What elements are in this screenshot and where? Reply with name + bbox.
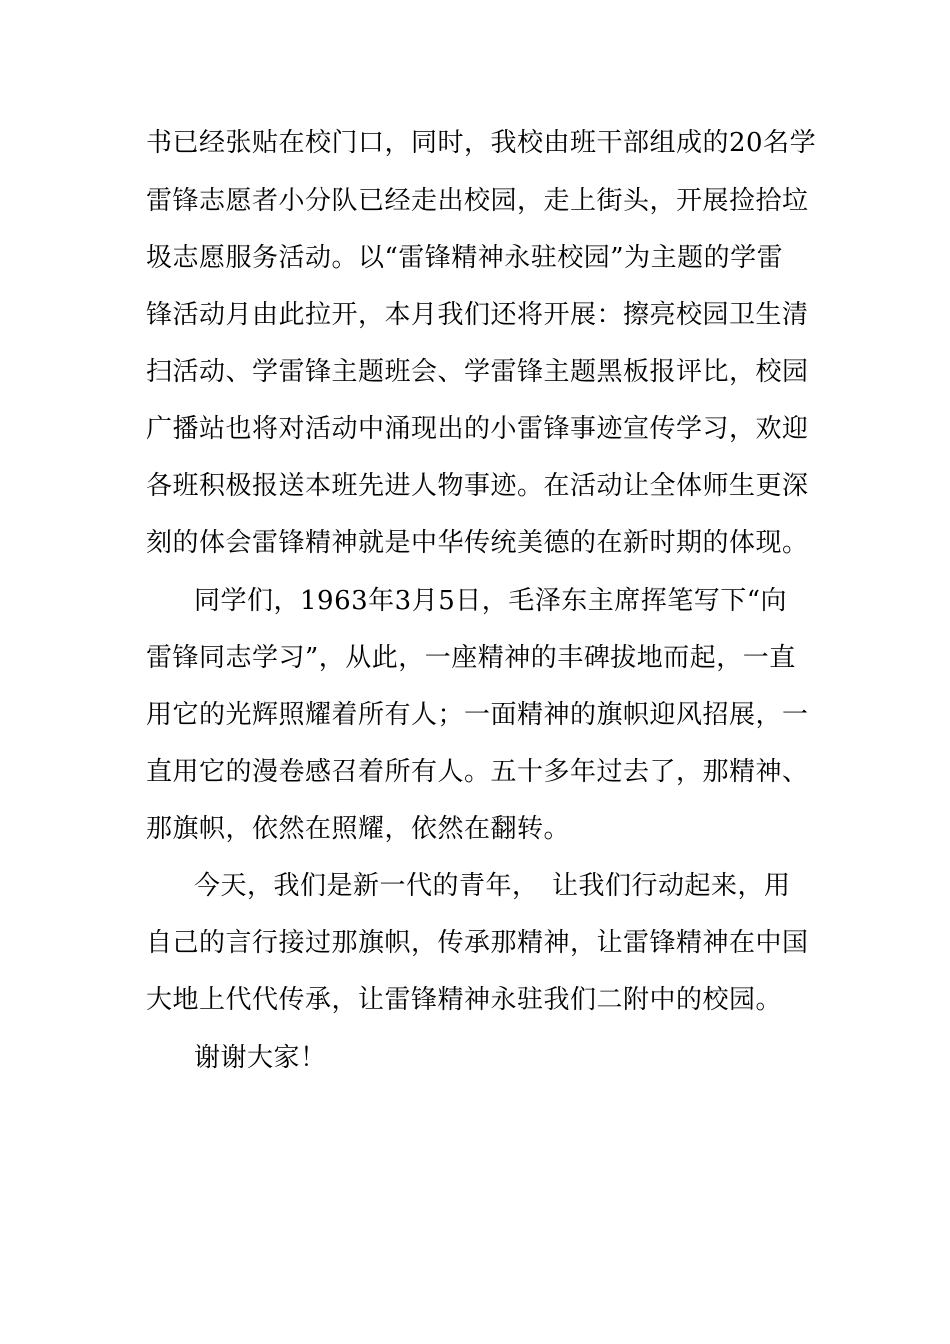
closing-line: 谢谢大家！	[194, 1043, 327, 1073]
text-line: 直用它的漫卷感召着所有人。五十多年过去了，那精神、	[146, 757, 809, 787]
text-line: 扫活动、学雷锋主题班会、学雷锋主题黑板报评比，校园	[146, 357, 809, 387]
paragraph-start-line: 同学们，1963年3月5日，毛泽东主席挥笔写下“向	[194, 586, 788, 616]
text-line: 自己的言行接过那旗帜，传承那精神，让雷锋精神在中国	[146, 928, 809, 958]
text-line: 书已经张贴在校门口，同时，我校由班干部组成的20名学	[146, 128, 817, 158]
paragraph-start-line: 今天，我们是新一代的青年， 让我们行动起来，用	[194, 871, 791, 901]
text-line: 雷锋同志学习”，从此，一座精神的丰碑拔地而起，一直	[146, 643, 796, 673]
text-line: 广播站也将对活动中涌现出的小雷锋事迹宣传学习，欢迎	[146, 414, 809, 444]
text-line: 雷锋志愿者小分队已经走出校园，走上街头，开展捡拾垃	[146, 186, 809, 216]
text-line: 刻的体会雷锋精神就是中华传统美德的在新时期的体现。	[146, 528, 809, 558]
text-line: 各班积极报送本班先进人物事迹。在活动让全体师生更深	[146, 471, 809, 501]
text-line: 圾志愿服务活动。以“雷锋精神永驻校园”为主题的学雷	[146, 243, 784, 273]
text-line: 大地上代代传承，让雷锋精神永驻我们二附中的校园。	[146, 985, 783, 1015]
text-line: 锋活动月由此拉开，本月我们还将开展：擦亮校园卫生清	[146, 300, 809, 330]
text-line: 用它的光辉照耀着所有人；一面精神的旗帜迎风招展，一	[146, 700, 809, 730]
text-line: 那旗帜，依然在照耀，依然在翻转。	[146, 814, 571, 844]
